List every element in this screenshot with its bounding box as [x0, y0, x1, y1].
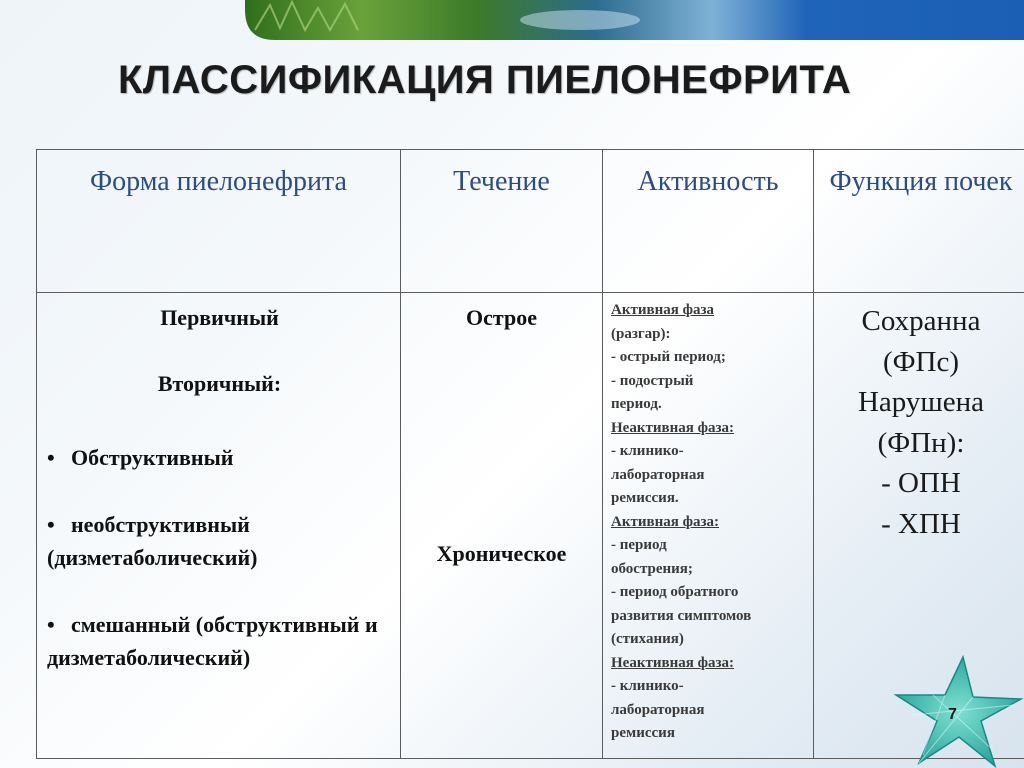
classification-table [36, 149, 1024, 759]
list-item [47, 441, 392, 474]
header-activity: Активность [603, 150, 814, 293]
list-item [47, 508, 392, 574]
activity-line: - клинико- [611, 443, 684, 459]
activity-phase-heading: Неактивная фаза: [611, 654, 734, 671]
top-banner [0, 0, 1024, 40]
form-secondary: Вторичный: [157, 371, 282, 396]
course-cell [401, 293, 603, 759]
activity-line: (разгар): [611, 325, 671, 342]
page-number: 7 [948, 706, 957, 723]
form-bullet-text: смешанный (обструктивный и дизметаболический) [47, 612, 378, 670]
function-line: Сохранна [861, 305, 981, 337]
list-item [47, 608, 392, 674]
activity-line: - острый период; [611, 349, 726, 365]
header-course: Течение [401, 150, 603, 293]
activity-line: - клинико- [611, 678, 684, 694]
activity-cell [603, 293, 814, 759]
table-header-row [37, 150, 1024, 293]
activity-line: - период [611, 537, 667, 553]
function-line: - ХПН [881, 507, 961, 540]
table-row [37, 293, 1024, 759]
page-title: КЛАССИФИКАЦИЯ ПИЕЛОНЕФРИТА [118, 58, 852, 102]
bullet-icon: • [47, 512, 55, 537]
activity-line: ремиссия [611, 725, 675, 741]
function-line: (ФПн): [877, 426, 965, 459]
bullet-icon: • [47, 445, 55, 470]
activity-line: период. [611, 396, 662, 412]
form-cell [37, 293, 401, 759]
form-bullet-text: необструктивный (дизметаболический) [47, 512, 258, 570]
activity-phase-heading: Активная фаза: [611, 513, 719, 530]
activity-line: ремиссия. [611, 490, 679, 506]
activity-line: развития симптомов [611, 607, 752, 624]
activity-line: лабораторная [611, 701, 705, 718]
activity-line: - период обратного [611, 584, 739, 600]
function-line: Нарушена [857, 386, 985, 418]
activity-line: - подострый [611, 372, 694, 389]
bullet-icon: • [47, 612, 55, 637]
function-line: - ОПН [881, 467, 961, 499]
activity-phase-heading: Неактивная фаза: [611, 419, 734, 436]
course-acute: Острое [466, 305, 537, 330]
activity-line: (стихания) [611, 631, 684, 647]
function-line: (ФПс) [882, 345, 960, 378]
form-bullet-text: Обструктивный [71, 445, 234, 470]
header-function: Функция почек [814, 150, 1024, 293]
course-chronic: Хроническое [436, 541, 567, 566]
activity-phase-heading: Активная фаза [611, 302, 715, 318]
header-form: Форма пиелонефрита [37, 150, 401, 293]
form-primary: Первичный [160, 305, 279, 330]
activity-line: обострения; [611, 560, 693, 577]
activity-line: лабораторная [611, 466, 705, 483]
star-icon [893, 655, 1024, 768]
form-bullet-list [47, 441, 392, 674]
